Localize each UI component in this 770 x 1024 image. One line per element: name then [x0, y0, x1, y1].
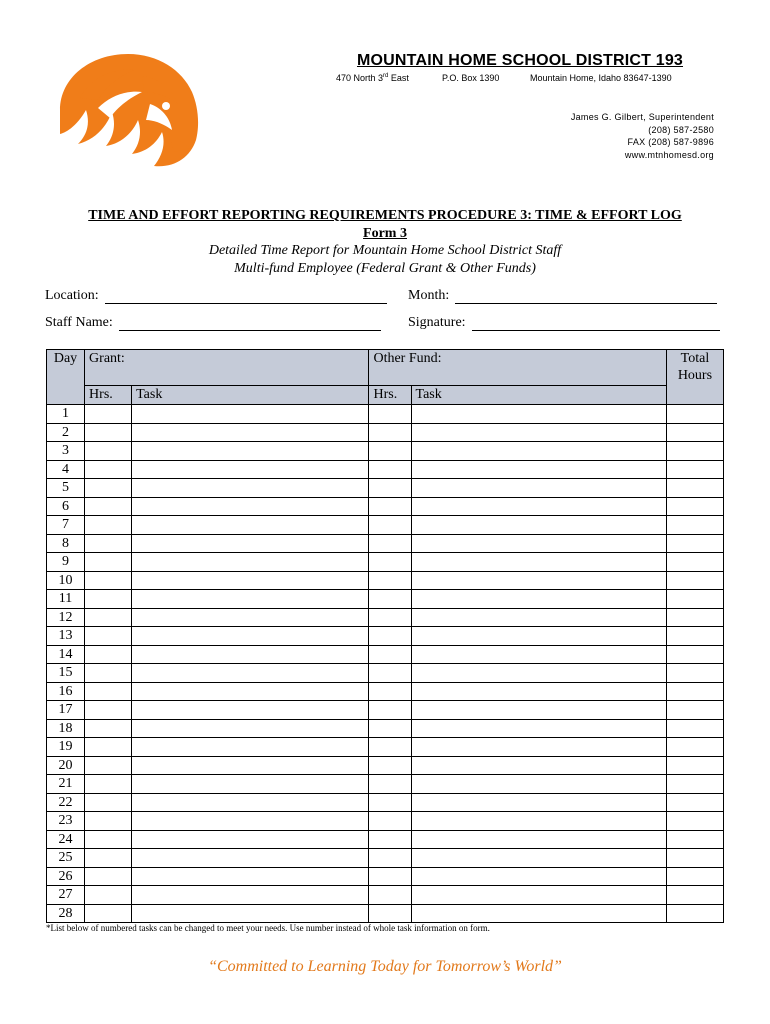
fax-number: FAX (208) 587-9896 [627, 137, 714, 147]
other-hrs-cell[interactable] [369, 423, 411, 442]
other-hrs-cell[interactable] [369, 608, 411, 627]
total-hours-cell[interactable] [666, 886, 723, 905]
total-hours-cell[interactable] [666, 775, 723, 794]
grant-task-cell[interactable] [132, 719, 369, 738]
day-cell: 2 [47, 423, 85, 442]
day-cell: 15 [47, 664, 85, 683]
other-task-cell[interactable] [411, 645, 666, 664]
total-hours-cell[interactable] [666, 571, 723, 590]
grant-task-cell[interactable] [132, 571, 369, 590]
month-label: Month: [408, 288, 450, 303]
other-hrs-cell[interactable] [369, 793, 411, 812]
day-cell: 7 [47, 516, 85, 535]
form-subtitle-1: Detailed Time Report for Mountain Home School District Staff [208, 243, 562, 258]
grant-hrs-cell[interactable] [85, 627, 132, 646]
grant-hrs-cell[interactable] [85, 645, 132, 664]
grant-hrs-cell[interactable] [85, 867, 132, 886]
table-row [47, 775, 724, 794]
total-hours-cell[interactable] [666, 867, 723, 886]
district-logo-icon [50, 48, 202, 172]
grant-task-cell[interactable] [132, 405, 369, 424]
form-number: Form 3 [363, 226, 407, 241]
other-task-cell[interactable] [411, 442, 666, 461]
day-cell: 11 [47, 590, 85, 609]
grant-task-cell[interactable] [132, 645, 369, 664]
location-label: Location: [45, 288, 99, 303]
grant-hrs-cell[interactable] [85, 849, 132, 868]
total-hours-cell[interactable] [666, 645, 723, 664]
other-task-cell[interactable] [411, 627, 666, 646]
table-row [47, 738, 724, 757]
total-hours-cell[interactable] [666, 405, 723, 424]
grant-task-cell[interactable] [132, 442, 369, 461]
month-field [408, 288, 717, 304]
total-hours-cell[interactable] [666, 756, 723, 775]
grant-hrs-header: Hrs. [85, 386, 132, 405]
grant-hrs-cell[interactable] [85, 682, 132, 701]
other-hrs-cell[interactable] [369, 534, 411, 553]
other-task-cell[interactable] [411, 701, 666, 720]
grant-hrs-cell[interactable] [85, 516, 132, 535]
grant-hrs-cell[interactable] [85, 701, 132, 720]
table-row [47, 756, 724, 775]
table-row [47, 664, 724, 683]
grant-task-cell[interactable] [132, 682, 369, 701]
grant-hrs-cell[interactable] [85, 830, 132, 849]
day-header: Day [47, 350, 85, 405]
table-row [47, 479, 724, 498]
table-row [47, 682, 724, 701]
grant-task-cell[interactable] [132, 534, 369, 553]
total-hours-cell[interactable] [666, 719, 723, 738]
table-row [47, 867, 724, 886]
grant-task-cell[interactable] [132, 904, 369, 923]
other-hrs-cell[interactable] [369, 756, 411, 775]
total-hours-cell[interactable] [666, 738, 723, 757]
day-cell: 21 [47, 775, 85, 794]
table-row [47, 553, 724, 572]
grant-hrs-cell[interactable] [85, 479, 132, 498]
other-task-cell[interactable] [411, 534, 666, 553]
day-cell: 13 [47, 627, 85, 646]
day-cell: 22 [47, 793, 85, 812]
signature-label: Signature: [408, 315, 466, 330]
form-title: TIME AND EFFORT REPORTING REQUIREMENTS PROCEDURE 3: TIME & EFFORT LOG [88, 208, 682, 223]
month-input-line[interactable] [455, 289, 717, 304]
other-task-cell[interactable] [411, 460, 666, 479]
total-hours-cell[interactable] [666, 442, 723, 461]
grant-hrs-cell[interactable] [85, 442, 132, 461]
other-task-cell[interactable] [411, 867, 666, 886]
grant-hrs-cell[interactable] [85, 719, 132, 738]
grant-hrs-cell[interactable] [85, 608, 132, 627]
other-task-cell[interactable] [411, 571, 666, 590]
other-task-cell[interactable] [411, 664, 666, 683]
location-input-line[interactable] [105, 289, 387, 304]
other-task-cell[interactable] [411, 738, 666, 757]
other-hrs-cell[interactable] [369, 775, 411, 794]
grant-task-header: Task [132, 386, 369, 405]
staff-name-input-line[interactable] [119, 316, 381, 331]
address-po-box: P.O. Box 1390 [442, 73, 500, 83]
location-field [45, 288, 387, 304]
total-hours-cell[interactable] [666, 460, 723, 479]
other-hrs-cell[interactable] [369, 405, 411, 424]
table-row [47, 442, 724, 461]
table-row [47, 423, 724, 442]
table-row [47, 904, 724, 923]
other-task-cell[interactable] [411, 682, 666, 701]
table-row [47, 497, 724, 516]
other-hrs-cell[interactable] [369, 460, 411, 479]
table-row [47, 830, 724, 849]
grant-hrs-cell[interactable] [85, 423, 132, 442]
total-hours-cell[interactable] [666, 590, 723, 609]
day-cell: 26 [47, 867, 85, 886]
other-hrs-cell[interactable] [369, 664, 411, 683]
grant-task-cell[interactable] [132, 793, 369, 812]
other-task-cell[interactable] [411, 719, 666, 738]
other-hrs-cell[interactable] [369, 627, 411, 646]
grant-task-cell[interactable] [132, 553, 369, 572]
grant-hrs-cell[interactable] [85, 664, 132, 683]
other-hrs-cell[interactable] [369, 682, 411, 701]
other-task-cell[interactable] [411, 756, 666, 775]
other-task-cell[interactable] [411, 849, 666, 868]
day-cell: 28 [47, 904, 85, 923]
phone-number: (208) 587-2580 [648, 124, 714, 135]
other-hrs-cell[interactable] [369, 701, 411, 720]
other-hrs-cell[interactable] [369, 738, 411, 757]
table-row [47, 701, 724, 720]
grant-hrs-cell[interactable] [85, 497, 132, 516]
day-cell: 3 [47, 442, 85, 461]
table-row [47, 719, 724, 738]
day-cell: 24 [47, 830, 85, 849]
grant-task-cell[interactable] [132, 886, 369, 905]
district-name: MOUNTAIN HOME SCHOOL DISTRICT 193 [356, 52, 684, 69]
grant-task-cell[interactable] [132, 738, 369, 757]
other-task-cell[interactable] [411, 793, 666, 812]
grant-task-cell[interactable] [132, 812, 369, 831]
other-task-cell[interactable] [411, 886, 666, 905]
grant-task-cell[interactable] [132, 423, 369, 442]
day-cell: 10 [47, 571, 85, 590]
table-row [47, 645, 724, 664]
other-task-cell[interactable] [411, 590, 666, 609]
other-task-cell[interactable] [411, 479, 666, 498]
total-hours-cell[interactable] [666, 627, 723, 646]
total-hours-cell[interactable] [666, 608, 723, 627]
grant-hrs-cell[interactable] [85, 886, 132, 905]
district-motto: “Committed to Learning Today for Tomorrow’s World” [208, 958, 562, 975]
total-hours-cell[interactable] [666, 849, 723, 868]
day-cell: 9 [47, 553, 85, 572]
day-cell: 5 [47, 479, 85, 498]
grant-hrs-cell[interactable] [85, 793, 132, 812]
grant-hrs-cell[interactable] [85, 775, 132, 794]
signature-field [408, 315, 720, 331]
total-hours-cell[interactable] [666, 553, 723, 572]
day-cell: 4 [47, 460, 85, 479]
grant-hrs-cell[interactable] [85, 553, 132, 572]
other-hrs-cell[interactable] [369, 849, 411, 868]
staff-name-field [45, 315, 381, 331]
table-row [47, 793, 724, 812]
other-hrs-cell[interactable] [369, 479, 411, 498]
other-task-cell[interactable] [411, 608, 666, 627]
time-effort-log-table [46, 349, 724, 923]
total-hours-cell[interactable] [666, 664, 723, 683]
table-row [47, 534, 724, 553]
grant-hrs-cell[interactable] [85, 738, 132, 757]
other-hrs-cell[interactable] [369, 442, 411, 461]
grant-hrs-cell[interactable] [85, 756, 132, 775]
grant-task-cell[interactable] [132, 867, 369, 886]
grant-task-cell[interactable] [132, 497, 369, 516]
grant-task-cell[interactable] [132, 460, 369, 479]
other-hrs-cell[interactable] [369, 812, 411, 831]
grant-task-cell[interactable] [132, 516, 369, 535]
table-row [47, 608, 724, 627]
day-cell: 27 [47, 886, 85, 905]
grant-task-cell[interactable] [132, 664, 369, 683]
day-cell: 1 [47, 405, 85, 424]
grant-hrs-cell[interactable] [85, 904, 132, 923]
grant-task-cell[interactable] [132, 608, 369, 627]
other-hrs-header: Hrs. [369, 386, 411, 405]
grant-header: Grant: [85, 350, 369, 386]
day-cell: 17 [47, 701, 85, 720]
staff-name-label: Staff Name: [45, 315, 113, 330]
superintendent-name: James G. Gilbert, Superintendent [570, 112, 714, 122]
other-task-cell[interactable] [411, 516, 666, 535]
total-hours-cell[interactable] [666, 479, 723, 498]
grant-task-cell[interactable] [132, 590, 369, 609]
total-hours-cell[interactable] [666, 830, 723, 849]
day-cell: 14 [47, 645, 85, 664]
other-task-cell[interactable] [411, 405, 666, 424]
table-row [47, 627, 724, 646]
other-task-cell[interactable] [411, 830, 666, 849]
other-hrs-cell[interactable] [369, 830, 411, 849]
total-hours-header: Total Hours [666, 350, 723, 405]
website-link: www.mtnhomesd.org [624, 149, 714, 160]
total-hours-cell[interactable] [666, 423, 723, 442]
table-subheader-row [47, 386, 724, 405]
day-cell: 25 [47, 849, 85, 868]
other-task-cell[interactable] [411, 904, 666, 923]
other-hrs-cell[interactable] [369, 886, 411, 905]
grant-task-cell[interactable] [132, 701, 369, 720]
table-row [47, 849, 724, 868]
other-task-header: Task [411, 386, 666, 405]
day-cell: 20 [47, 756, 85, 775]
table-row [47, 460, 724, 479]
grant-task-cell[interactable] [132, 830, 369, 849]
day-cell: 23 [47, 812, 85, 831]
grant-task-cell[interactable] [132, 627, 369, 646]
total-hours-cell[interactable] [666, 793, 723, 812]
contact-block [571, 111, 714, 161]
table-header-row [47, 350, 724, 386]
other-fund-header: Other Fund: [369, 350, 666, 386]
day-cell: 18 [47, 719, 85, 738]
total-hours-cell[interactable] [666, 516, 723, 535]
other-hrs-cell[interactable] [369, 516, 411, 535]
day-cell: 12 [47, 608, 85, 627]
table-row [47, 590, 724, 609]
other-task-cell[interactable] [411, 553, 666, 572]
day-cell: 19 [47, 738, 85, 757]
form-subtitle-2: Multi-fund Employee (Federal Grant & Other Funds) [234, 261, 536, 276]
other-task-cell[interactable] [411, 775, 666, 794]
day-cell: 16 [47, 682, 85, 701]
total-hours-cell[interactable] [666, 904, 723, 923]
other-hrs-cell[interactable] [369, 645, 411, 664]
address-street: 470 North 3rd East [336, 73, 409, 83]
district-address [336, 73, 716, 83]
grant-task-cell[interactable] [132, 849, 369, 868]
table-row [47, 405, 724, 424]
total-hours-cell[interactable] [666, 534, 723, 553]
other-hrs-cell[interactable] [369, 590, 411, 609]
total-hours-cell[interactable] [666, 812, 723, 831]
other-hrs-cell[interactable] [369, 719, 411, 738]
address-city: Mountain Home, Idaho 83647-1390 [530, 73, 672, 83]
table-row [47, 886, 724, 905]
grant-hrs-cell[interactable] [85, 460, 132, 479]
grant-hrs-cell[interactable] [85, 590, 132, 609]
table-row [47, 812, 724, 831]
total-hours-cell[interactable] [666, 497, 723, 516]
table-row [47, 516, 724, 535]
other-task-cell[interactable] [411, 497, 666, 516]
day-cell: 6 [47, 497, 85, 516]
grant-task-cell[interactable] [132, 756, 369, 775]
day-cell: 8 [47, 534, 85, 553]
task-note: *List below of numbered tasks can be changed to meet your needs. Use number instead of whole task information on form. [46, 923, 490, 933]
other-task-cell[interactable] [411, 812, 666, 831]
table-row [47, 571, 724, 590]
grant-task-cell[interactable] [132, 775, 369, 794]
signature-input-line[interactable] [472, 316, 720, 331]
grant-hrs-cell[interactable] [85, 534, 132, 553]
other-task-cell[interactable] [411, 423, 666, 442]
other-hrs-cell[interactable] [369, 553, 411, 572]
other-hrs-cell[interactable] [369, 904, 411, 923]
other-hrs-cell[interactable] [369, 497, 411, 516]
other-hrs-cell[interactable] [369, 867, 411, 886]
grant-hrs-cell[interactable] [85, 812, 132, 831]
grant-hrs-cell[interactable] [85, 571, 132, 590]
grant-hrs-cell[interactable] [85, 405, 132, 424]
total-hours-cell[interactable] [666, 701, 723, 720]
other-hrs-cell[interactable] [369, 571, 411, 590]
grant-task-cell[interactable] [132, 479, 369, 498]
total-hours-cell[interactable] [666, 682, 723, 701]
